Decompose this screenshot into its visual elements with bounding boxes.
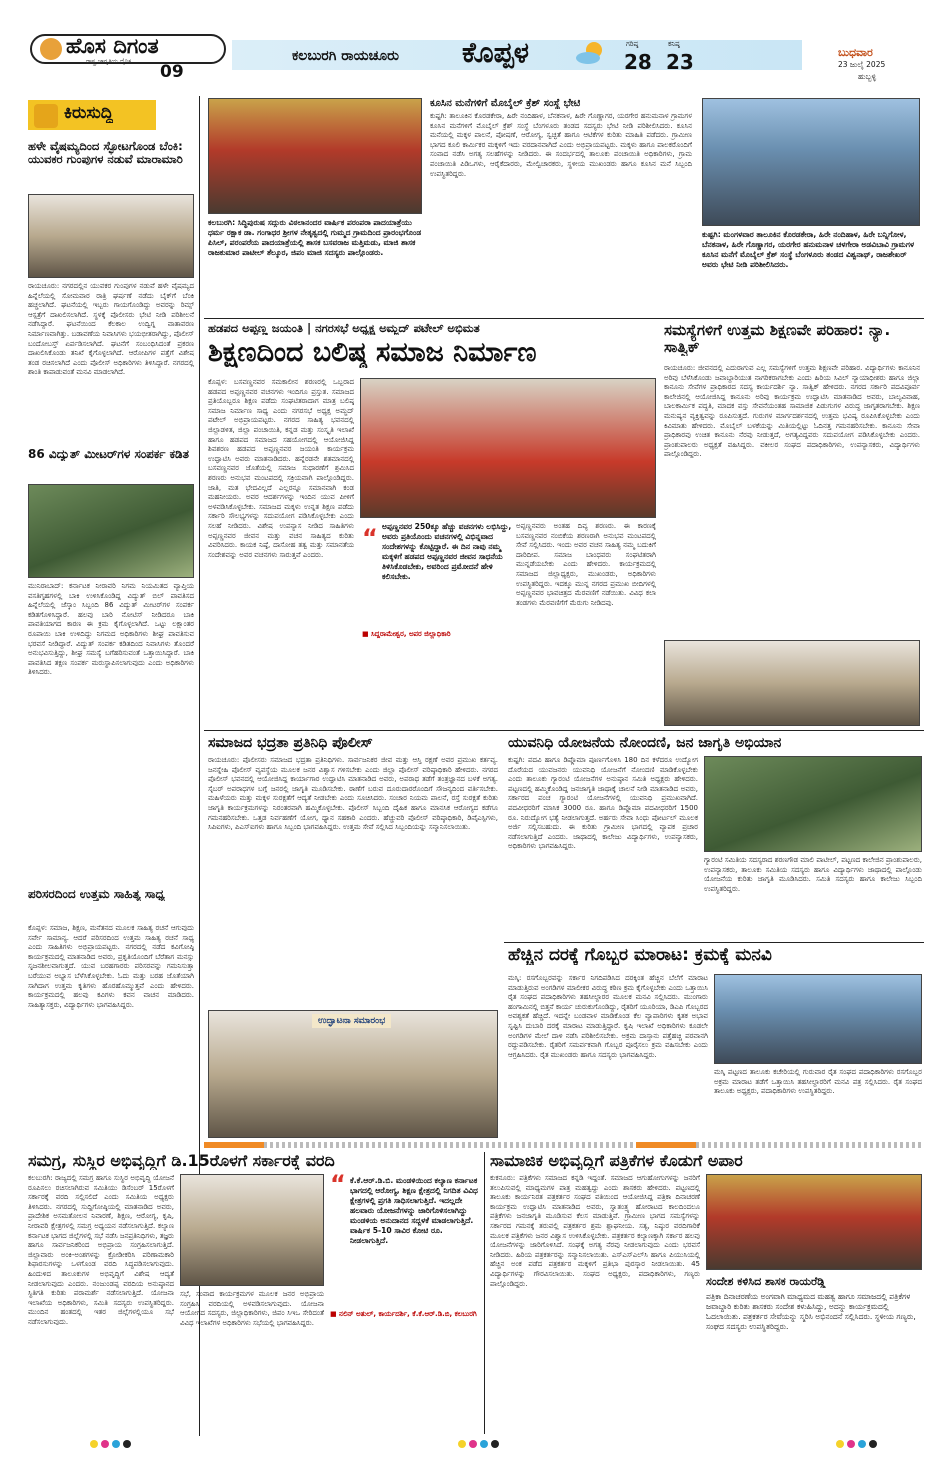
hand-icon — [34, 104, 58, 128]
yuvanidhi-headline: ಯುವನಿಧಿ ಯೋಜನೆಯ ನೋಂದಣಿ, ಜನ ಜಾಗೃತಿ ಅಭಿಯಾನ — [508, 736, 782, 751]
accent-bar-left — [204, 1142, 264, 1148]
gobbara-caption: ಮಸ್ಕಿ ಪಟ್ಟಣದ ತಾಲೂಕು ಕಚೇರಿಯಲ್ಲಿ ಗುರುವಾರ ರೈತ ಸಂಘದ ಪದಾಧಿಕಾರಿಗಳು ರಸಗೊಬ್ಬರ ಅಕ್ರಮ ಮಾರಾಟ ತಡೆಗೆ ಒತ್ತಾಯಿಸಿ ತಹಸೀಲ್ದಾರರಿಗೆ ಮನವಿ ಪತ್ರ ಸಲ್ಲಿಸಿದರು. ರೈತ ಸಂಘದ ತಾಲೂಕು ಅಧ್ಯಕ್ಷರು, ಪದಾಧಿಕಾರಿಗಳು ಉಪಸ್ಥಿತರಿದ್ದರು. — [714, 1068, 922, 1096]
quote-icon: “ — [330, 1170, 346, 1198]
kirusuddi-headline-2: 86 ವಿದ್ಯುತ್ ಮೀಟರ್‌ಗಳ ಸಂಪರ್ಕ ಕಡಿತ — [28, 448, 189, 461]
photo-yuvanidhi-rally — [704, 756, 922, 852]
photo-padayatra — [208, 98, 422, 214]
row-rule — [504, 942, 924, 943]
brand-tagline: ರಾಷ್ಟ್ರ ಜಾಗೃತಿಯ ದೈನಿಕ — [86, 58, 132, 65]
issue-place: ಹುಬ್ಬಳ್ಳಿ — [858, 72, 877, 81]
photo-power-line — [28, 484, 194, 578]
bottom-left-quote-byline: ■ ನಲಿನ್ ಅತುಲ್, ಕಾರ್ಯದರ್ಶಿ, ಕೆ.ಕೆ.ಆರ್.ಡಿ.ಬಿ, ಕಲಬುರಗಿ — [330, 1310, 477, 1318]
brand-name: ಹೊಸ ದಿಗಂತ — [66, 34, 159, 58]
max-temp-label: ಗರಿಷ್ಠ — [626, 40, 639, 48]
shikshana-headline: ಸಮಸ್ಯೆಗಳಿಗೆ ಉತ್ತಮ ಶಿಕ್ಷಣವೇ ಪರಿಹಾರ: ನ್ಯಾ. ಸಾತ್ವಿಕ್ — [664, 322, 891, 356]
kirusuddi-headline-1: ಹಳೇ ವೈಷಮ್ಯದಿಂದ ಸ್ಫೋಟಗೊಂಡ ಬೆಂಕಿ: ಯುವಕರ ಗುಂಪುಗಳ ನಡುವೆ ಮಾರಾಮಾರಿ — [28, 140, 183, 166]
lead-kicker: ಹಡಪದ ಅಪ್ಪಣ್ಣ ಜಯಂತಿ | ನಗರಸಭೆ ಅಧ್ಯಕ್ಷ ಅಮ್ಜದ್ ಪಟೇಲ್ ಅಭಿಮತ — [208, 322, 480, 335]
kirusuddi-text-3: ಕೊಪ್ಪಳ: ಸಮಾಜ, ಶಿಕ್ಷಣ, ಮನೆತನದ ಮೂಲಕ ಸಾಹಿತ್ಯ ರಚನೆ ಆಗುವುದು ಸರ್ವೇ ಸಾಮಾನ್ಯ. ಆದರೆ ಪರಿಸರದಿಂದ ಉತ್ತಮ ಸಾಹಿತ್ಯ ರಚನೆ ಸಾಧ್ಯ ಎಂದು ಸಾಹಿತಿಗಳು ಅಭಿಪ್ರಾಯಪಟ್ಟರು. ನಗರದಲ್ಲಿ ನಡೆದ ಕವಿಗೋಷ್ಠಿ ಕಾರ್ಯಕ್ರಮದಲ್ಲಿ ಮಾತನಾಡಿದ ಅವರು, ಪ್ರಕೃತಿಯೊಂದಿಗೆ ಬೆರೆತಾಗ ಮನಸ್ಸು ಸೃಜನಶೀಲವಾಗುತ್ತದೆ. ಯುವ ಬರಹಗಾರರು ಪರಿಸರವನ್ನು ಗಮನಿಸುತ್ತಾ ಬರೆಯುವ ಅಭ್ಯಾಸ ಬೆಳೆಸಿಕೊಳ್ಳಬೇಕು. ಓದು ಮತ್ತು ಬರಹ ಜೊತೆಯಾಗಿ ಸಾಗಿದಾಗ ಉತ್ತಮ ಕೃತಿಗಳು ಹೊರಹೊಮ್ಮುತ್ತವೆ ಎಂದು ಹೇಳಿದರು. ಕಾರ್ಯಕ್ರಮದಲ್ಲಿ ಹಲವು ಕವಿಗಳು ಕವನ ವಾಚನ ಮಾಡಿದರು. ಸಾಹಿತ್ಯಾಸಕ್ತರು, ವಿದ್ಯಾರ್ಥಿಗಳು ಭಾಗವಹಿಸಿದ್ದರು. — [28, 924, 194, 1009]
city-name: ಕೊಪ್ಪಳ — [462, 36, 529, 69]
kirusuddi-text-2: ಮುನಿರಾಬಾದ್: ಕರ್ನಾಟಕ ನೀರಾವರಿ ನಿಗಮ ನಿಯಮಿತದ ವ್ಯಾಪ್ತಿಯ ವಸತಿಗೃಹಗಳಲ್ಲಿ ಬಾಕಿ ಉಳಿಸಿಕೊಂಡಿದ್ದ ವಿದ್ಯುತ್ ಬಿಲ್ ಪಾವತಿಸದ ಹಿನ್ನೆಲೆಯಲ್ಲಿ ಜೆಸ್ಕಾಂ ಸಿಬ್ಬಂದಿ 86 ವಿದ್ಯುತ್ ಮೀಟರ್‌ಗಳ ಸಂಪರ್ಕ ಕಡಿತಗೊಳಿಸಿದ್ದಾರೆ. ಹಲವು ಬಾರಿ ನೋಟಿಸ್ ನೀಡಿದರೂ ಬಾಕಿ ಪಾವತಿಯಾಗದ ಕಾರಣ ಈ ಕ್ರಮ ಕೈಗೊಳ್ಳಲಾಗಿದೆ. ಒಟ್ಟು ಲಕ್ಷಾಂತರ ರೂಪಾಯಿ ಬಾಕಿ ಉಳಿದಿದ್ದು ನಿಗಮದ ಅಧಿಕಾರಿಗಳು ಶೀಘ್ರ ಪಾವತಿಸುವ ಭರವಸೆ ನೀಡಿದ್ದಾರೆ. ವಿದ್ಯುತ್ ಸಂಪರ್ಕ ಕಡಿತದಿಂದ ನಿವಾಸಿಗಳು ತೊಂದರೆ ಅನುಭವಿಸುತ್ತಿದ್ದು, ಶೀಘ್ರ ಸಮಸ್ಯೆ ಬಗೆಹರಿಸುವಂತೆ ಒತ್ತಾಯಿಸಿದ್ದಾರೆ. ಬಾಕಿ ಪಾವತಿಸಿದ ತಕ್ಷಣ ಸಂಪರ್ಕ ಮರುಸ್ಥಾಪಿಸಲಾಗುವುದು ಎಂದು ಅಧಿಕಾರಿಗಳು ತಿಳಿಸಿದರು. — [28, 582, 194, 677]
bottom-left-text: ಕಲಬುರಗಿ: ರಾಜ್ಯದಲ್ಲಿ ಸಮಗ್ರ ಹಾಗೂ ಸುಸ್ಥಿರ ಅಭಿವೃದ್ಧಿ ಯೋಜನೆ ರೂಪಿಸಲು ರಚಿಸಲಾಗಿರುವ ಸಮಿತಿಯು ಡಿಸೆಂಬರ್ 15ರೊಳಗೆ ಸರ್ಕಾರಕ್ಕೆ ವರದಿ ಸಲ್ಲಿಸಲಿದೆ ಎಂದು ಸಮಿತಿಯ ಅಧ್ಯಕ್ಷರು ತಿಳಿಸಿದರು. ನಗರದಲ್ಲಿ ಸುದ್ದಿಗೋಷ್ಠಿಯಲ್ಲಿ ಮಾತನಾಡಿದ ಅವರು, ಪ್ರಾದೇಶಿಕ ಅಸಮತೋಲನ ನಿವಾರಣೆ, ಶಿಕ್ಷಣ, ಆರೋಗ್ಯ, ಕೃಷಿ, ನೀರಾವರಿ ಕ್ಷೇತ್ರಗಳಲ್ಲಿ ಸಮಗ್ರ ಅಧ್ಯಯನ ನಡೆಸಲಾಗುತ್ತಿದೆ. ಕಲ್ಯಾಣ ಕರ್ನಾಟಕ ಭಾಗದ ಜಿಲ್ಲೆಗಳಲ್ಲಿ ಸಭೆ ನಡೆಸಿ ಜನಪ್ರತಿನಿಧಿಗಳು, ತಜ್ಞರು ಹಾಗೂ ಸಾರ್ವಜನಿಕರಿಂದ ಅಭಿಪ್ರಾಯ ಸಂಗ್ರಹಿಸಲಾಗುತ್ತಿದೆ. ಜಿಲ್ಲಾವಾರು ಅಂಕಿ-ಅಂಶಗಳನ್ನು ಕ್ರೋಡೀಕರಿಸಿ ಪರಿಣಾಮಕಾರಿ ಶಿಫಾರಸುಗಳನ್ನು ಒಳಗೊಂಡ ವರದಿ ಸಿದ್ಧಪಡಿಸಲಾಗುವುದು. ಹಿಂದುಳಿದ ತಾಲೂಕುಗಳ ಅಭಿವೃದ್ಧಿಗೆ ವಿಶೇಷ ಆದ್ಯತೆ ನೀಡಲಾಗುವುದು ಎಂದರು. ನಂಜುಂಡಪ್ಪ ವರದಿಯ ಅನುಷ್ಠಾನದ ಸ್ಥಿತಿಗತಿ ಕುರಿತು ಪರಾಮರ್ಶೆ ನಡೆಸಲಾಗುತ್ತಿದೆ. ಯೋಜನಾ ಇಲಾಖೆಯ ಅಧಿಕಾರಿಗಳು, ಸಮಿತಿ ಸದಸ್ಯರು ಉಪಸ್ಥಿತರಿದ್ದರು. ಮುಂದಿನ ಹಂತದಲ್ಲಿ ಇತರ ಜಿಲ್ಲೆಗಳಲ್ಲಿಯೂ ಸಭೆ ನಡೆಸಲಾಗುವುದು. — [28, 1174, 174, 1326]
padayatra-caption: ಕಲಬುರಗಿ: ಸಿದ್ಧಿಪುರುಷ ಸದ್ಗುರು ವಿಠಲಾನಂದರ ವಾರ್ಷಿಕ ಪರಂಪರಾ ಪಾದಯಾತ್ರೆಯು ಧರ್ಮ ರಕ್ಷಾಕ ಡಾ. ಗಂಗಾಧರ ಶ್ರೀಗಳ ನೇತೃತ್ವದಲ್ಲಿ ಗುಮ್ಮದ ಗ್ರಾಮದಿಂದ ಪ್ರಾರಂಭಗೊಂಡ ಪಿಸಿಲ್, ಪರಂಪರೆಯ ಪಾದಯಾತ್ರೆಯಲ್ಲಿ ಶಾಸಕ ಬಸವರಾಜ ಮತ್ತಿಮಡು, ಮಾಜಿ ಶಾಸಕ ರಾಜಕುಮಾರ ಪಾಟೀಲ್ ತೆಲ್ಕೂರ, ಜಿಪಂ ಮಾಜಿ ಸದಸ್ಯರು ಪಾಲ್ಗೊಂಡರು. — [208, 218, 422, 257]
photo-kusina-mane — [702, 98, 920, 226]
photo-legal-awareness — [664, 640, 920, 726]
kusina-mane-caption: ಕುಷ್ಟಗಿ: ಮಂಗಳವಾರ ತಾಲೂಕಿನ ಕೊರಡಕೇರಾ, ಹಿರೇ ನಂದಿಹಾಳ, ಹಿರೇ ಬನ್ನಿಗೋಳ, ಬೆನಕನಾಳ, ಹಿರೇ ಗೊಣ್ಣಾಗರ, ಯರಗೇರ ಹನುಮನಾಳ ಚಳಗೇರಾ ಅಡವಿಬಾವಿ ಗ್ರಾಮಗಳ ಕೂಸಿನ ಮನೆಗೆ ಮೊಬೈಲ್ ಕ್ರೆಶ್ ಸಂಸ್ಥೆ ಬೆಂಗಳೂರು ತಂಡದ ವಿಶ್ವನಾಥ್, ರಾಜಶೇಖರ್ ಅವರು ಭೇಟಿ ನೀಡಿ ಪರಿಶೀಲಿಸಿದರು. — [702, 230, 915, 269]
police-headline: ಸಮಾಜದ ಭದ್ರತಾ ಪ್ರತಿನಿಧಿ ಪೊಲೀಸ್ — [208, 736, 373, 751]
weather-icon — [574, 40, 608, 66]
issue-date: 23 ಜುಲೈ 2025 — [838, 60, 886, 69]
bottom-left-quote: ಕೆ.ಕೆ.ಆರ್.ಡಿ.ಬಿ. ಮಂಡಳಿಯಿಂದ ಕಲ್ಯಾಣ ಕರ್ನಾಟಕ ಭಾಗದಲ್ಲಿ ಆರೋಗ್ಯ, ಶಿಕ್ಷಣ ಕ್ಷೇತ್ರದಲ್ಲಿ ನಿಗದಿತ ವಿವಿಧ ಕ್ಷೇತ್ರಗಳಲ್ಲಿ ಪ್ರಗತಿ ಸಾಧಿಸಲಾಗುತ್ತಿದೆ. ಇದಲ್ಲದೇ ಹಲವಾರು ಯೋಜನೆಗಳನ್ನು ಜಾರಿಗೊಳಿಸಲಾಗಿದ್ದು ಮಂಡಳಿಯ ಅನುದಾನದ ಸದ್ಬಳಕೆ ಮಾಡಲಾಗುತ್ತಿದೆ. ವಾರ್ಷಿಕ 5-10 ಸಾವಿರ ಕೋಟಿ ರೂ. ನೀಡಲಾಗುತ್ತಿದೆ. — [350, 1176, 478, 1245]
lead-quote: ಅಪ್ಪಣ್ಣನವರ 250ಕ್ಕೂ ಹೆಚ್ಚು ವಚನಗಳು ಲಭಿಸಿದ್ದು, ಅವರು ಪ್ರತಿಯೊಂದು ವಚನಗಳಲ್ಲಿ ವಿಭಿನ್ನವಾದ ಸಂದೇಶಗಳನ್ನು ಕೊಟ್ಟಿದ್ದಾರೆ. ಈ ದಿನ ನಾವು ನಮ್ಮ ಮಕ್ಕಳಿಗೆ ಹಡಪದ ಅಪ್ಪಣ್ಣನವರ ಜೀವನ ಸಾಧನೆಯ ತಿಳಿಸಿಕೊಡಬೇಕು, ಅವರಿಂದ ಪ್ರಮೋದನೆ ಹೇಳಿ ಕಲಿಸಬೇಕು. — [382, 522, 512, 581]
yuvanidhi-text: ಕುಷ್ಟಗಿ: ಪದವಿ ಹಾಗೂ ಡಿಪ್ಲೊಮಾ ಪೂರ್ಣಗೊಳಿಸಿ 180 ದಿನ ಕಳೆದರೂ ಉದ್ಯೋಗ ದೊರೆಯದ ಯುವಜನರು ಯುವನಿಧಿ ಯೋಜನೆಗೆ ನೋಂದಣಿ ಮಾಡಿಕೊಳ್ಳಬೇಕು ಎಂದು ತಾಲೂಕು ಗ್ಯಾರಂಟಿ ಯೋಜನೆಗಳ ಅನುಷ್ಠಾನ ಸಮಿತಿ ಅಧ್ಯಕ್ಷರು ಹೇಳಿದರು. ಪಟ್ಟಣದಲ್ಲಿ ಹಮ್ಮಿಕೊಂಡಿದ್ದ ಜನಜಾಗೃತಿ ಜಾಥಾಕ್ಕೆ ಚಾಲನೆ ನೀಡಿ ಮಾತನಾಡಿದ ಅವರು, ಸರ್ಕಾರದ ಪಂಚ ಗ್ಯಾರಂಟಿ ಯೋಜನೆಗಳಲ್ಲಿ ಯುವನಿಧಿ ಪ್ರಮುಖವಾಗಿದೆ. ಪದವೀಧರರಿಗೆ ಮಾಸಿಕ 3000 ರೂ. ಹಾಗೂ ಡಿಪ್ಲೊಮಾ ಪದವೀಧರರಿಗೆ 1500 ರೂ. ನಿರುದ್ಯೋಗ ಭತ್ಯೆ ನೀಡಲಾಗುತ್ತದೆ. ಅರ್ಹರು ಸೇವಾ ಸಿಂಧು ಪೋರ್ಟಲ್ ಮೂಲಕ ಅರ್ಜಿ ಸಲ್ಲಿಸಬಹುದು. ಈ ಕುರಿತು ಗ್ರಾಮೀಣ ಭಾಗದಲ್ಲಿ ವ್ಯಾಪಕ ಪ್ರಚಾರ ನಡೆಸಲಾಗುತ್ತಿದೆ ಎಂದರು. ಜಾಥಾದಲ್ಲಿ ಕಾಲೇಜು ವಿದ್ಯಾರ್ಥಿಗಳು, ಉಪನ್ಯಾಸಕರು, ಅಧಿಕಾರಿಗಳು ಭಾಗವಹಿಸಿದ್ದರು. — [508, 756, 698, 851]
photo-appanna-jayanti — [360, 378, 656, 518]
min-temp-label: ಕನಿಷ್ಠ — [668, 40, 680, 48]
divider-bar — [204, 1142, 924, 1148]
gobbara-text: ಮಸ್ಕಿ: ರಸಗೊಬ್ಬರವನ್ನು ಸರ್ಕಾರ ನಿಗದಿಪಡಿಸಿದ ದರಕ್ಕಿಂತ ಹೆಚ್ಚಿನ ಬೆಲೆಗೆ ಮಾರಾಟ ಮಾಡುತ್ತಿರುವ ಅಂಗಡಿಗಳ ಮಾಲೀಕರ ವಿರುದ್ಧ ಕಠಿಣ ಕ್ರಮ ಕೈಗೊಳ್ಳಬೇಕು ಎಂದು ಒತ್ತಾಯಿಸಿ ರೈತ ಸಂಘದ ಪದಾಧಿಕಾರಿಗಳು ತಹಸೀಲ್ದಾರರ ಮೂಲಕ ಮನವಿ ಸಲ್ಲಿಸಿದರು. ಮುಂಗಾರು ಹಂಗಾಮಿನಲ್ಲಿ ಬಿತ್ತನೆ ಕಾರ್ಯ ಚುರುಕುಗೊಂಡಿದ್ದು, ರೈತರಿಗೆ ಯೂರಿಯಾ, ಡಿಎಪಿ ಗೊಬ್ಬರದ ಅವಶ್ಯಕತೆ ಹೆಚ್ಚಿದೆ. ಇದನ್ನೇ ಬಂಡವಾಳ ಮಾಡಿಕೊಂಡ ಕೆಲ ವ್ಯಾಪಾರಿಗಳು ಕೃತಕ ಅಭಾವ ಸೃಷ್ಟಿಸಿ ದುಬಾರಿ ದರಕ್ಕೆ ಮಾರಾಟ ಮಾಡುತ್ತಿದ್ದಾರೆ. ಕೃಷಿ ಇಲಾಖೆ ಅಧಿಕಾರಿಗಳು ಕೂಡಲೇ ಅಂಗಡಿಗಳ ಮೇಲೆ ದಾಳಿ ನಡೆಸಿ ಪರಿಶೀಲಿಸಬೇಕು. ಅಕ್ರಮ ದಾಸ್ತಾನು ಪತ್ತೆಹಚ್ಚಿ ಪರವಾನಗಿ ರದ್ದುಪಡಿಸಬೇಕು. ರೈತರಿಗೆ ಸಮರ್ಪಕವಾಗಿ ಗೊಬ್ಬರ ಪೂರೈಸಲು ಕ್ರಮ ವಹಿಸಬೇಕು ಎಂದು ಆಗ್ರಹಿಸಿದರು. ರೈತ ಮುಖಂಡರು ಹಾಗೂ ಸದಸ್ಯರು ಭಾಗವಹಿಸಿದ್ದರು. — [508, 974, 708, 1059]
kusina-mane-headline: ಕೂಸಿನ ಮನೆಗಳಿಗೆ ಮೊಬೈಲ್ ಕ್ರೆಶ್ ಸಂಸ್ಥೆ ಭೇಟಿ — [430, 98, 581, 109]
bottom-right-text: ಕುಕನೂರು: ಪತ್ರಿಕೆಗಳು ಸಮಾಜದ ಕನ್ನಡಿ ಇದ್ದಂತೆ. ಸಮಾಜದ ಆಗುಹೋಗುಗಳನ್ನು ಜನರಿಗೆ ತಲುಪಿಸುವಲ್ಲಿ ಮಾಧ್ಯಮಗಳ ಪಾತ್ರ ಮಹತ್ವದ್ದು ಎಂದು ಶಾಸಕರು ಹೇಳಿದರು. ಪಟ್ಟಣದಲ್ಲಿ ತಾಲೂಕು ಕಾರ್ಯನಿರತ ಪತ್ರಕರ್ತರ ಸಂಘದ ವತಿಯಿಂದ ಆಯೋಜಿಸಿದ್ದ ಪತ್ರಿಕಾ ದಿನಾಚರಣೆ ಕಾರ್ಯಕ್ರಮ ಉದ್ಘಾಟಿಸಿ ಮಾತನಾಡಿದ ಅವರು, ಸ್ವಾತಂತ್ರ್ಯ ಹೋರಾಟದ ಕಾಲದಿಂದಲೂ ಪತ್ರಿಕೆಗಳು ಜನಜಾಗೃತಿ ಮೂಡಿಸುವ ಕೆಲಸ ಮಾಡುತ್ತಿವೆ. ಗ್ರಾಮೀಣ ಭಾಗದ ಸಮಸ್ಯೆಗಳನ್ನು ಸರ್ಕಾರದ ಗಮನಕ್ಕೆ ತರುವಲ್ಲಿ ಪತ್ರಕರ್ತರ ಶ್ರಮ ಶ್ಲಾಘನೀಯ. ಸತ್ಯ, ನಿಷ್ಠುರ ವರದಿಗಾರಿಕೆ ಮೂಲಕ ಪತ್ರಿಕೆಗಳು ಜನರ ವಿಶ್ವಾಸ ಉಳಿಸಿಕೊಳ್ಳಬೇಕು. ಪತ್ರಕರ್ತರ ಕಲ್ಯಾಣಕ್ಕಾಗಿ ಸರ್ಕಾರ ಹಲವು ಯೋಜನೆಗಳನ್ನು ಜಾರಿಗೊಳಿಸಿದೆ. ಸಂಘಕ್ಕೆ ಅಗತ್ಯ ನೆರವು ನೀಡಲಾಗುವುದು ಎಂದು ಭರವಸೆ ನೀಡಿದರು. ಹಿರಿಯ ಪತ್ರಕರ್ತರನ್ನು ಸನ್ಮಾನಿಸಲಾಯಿತು. ಎಸ್ಎಸ್ಎಲ್‌ಸಿ ಹಾಗೂ ಪಿಯುಸಿಯಲ್ಲಿ ಹೆಚ್ಚಿನ ಅಂಕ ಪಡೆದ ಪತ್ರಕರ್ತರ ಮಕ್ಕಳಿಗೆ ಪ್ರತಿಭಾ ಪುರಸ್ಕಾರ ನೀಡಲಾಯಿತು. 45 ವಿದ್ಯಾರ್ಥಿಗಳನ್ನು ಗೌರವಿಸಲಾಯಿತು. ಸಂಘದ ಅಧ್ಯಕ್ಷರು, ಪದಾಧಿಕಾರಿಗಳು, ಗಣ್ಯರು ಪಾಲ್ಗೊಂಡಿದ್ದರು. — [490, 1174, 700, 1288]
kirusuddi-label: ಕಿರುಸುದ್ದಿ — [64, 104, 114, 123]
bottom-right-caption: ಪತ್ರಿಕಾ ದಿನಾಚರಣೆಯ ಅಂಗವಾಗಿ ಮಾಧ್ಯಮದ ಮಹತ್ವ ಹಾಗೂ ಸಮಾಜದಲ್ಲಿ ಪತ್ರಿಕೆಗಳ ಜವಾಬ್ದಾರಿ ಕುರಿತು ಶಾಸಕರು ಸಂದೇಶ ಕಳುಹಿಸಿದ್ದು, ಅದನ್ನು ಕಾರ್ಯಕ್ರಮದಲ್ಲಿ ಓದಲಾಯಿತು. ಪತ್ರಕರ್ತರ ಸೇವೆಯನ್ನು ಸ್ಮರಿಸಿ ಅಭಿನಂದನೆ ಸಲ್ಲಿಸಿದರು. ಸ್ಥಳೀಯ ಗಣ್ಯರು, ಸಂಘದ ಸದಸ್ಯರು ಉಪಸ್ಥಿತರಿದ್ದರು. — [706, 1292, 916, 1331]
masthead — [0, 0, 945, 84]
row-rule — [204, 730, 924, 731]
gobbara-headline: ಹೆಚ್ಚಿನ ದರಕ್ಕೆ ಗೊಬ್ಬರ ಮಾರಾಟ: ಕ್ರಮಕ್ಕೆ ಮನವಿ — [508, 946, 772, 965]
column-rule — [484, 1152, 485, 1434]
photo-burnt-bike — [28, 194, 194, 278]
lead-quote-byline: ■ ಸಿದ್ದರಾಮೇಶ್ವರ, ಅಪರ ಜಿಲ್ಲಾಧಿಕಾರಿ — [362, 630, 451, 638]
bottom-right-headline: ಸಾಮಾಜಿಕ ಅಭಿವೃದ್ಧಿಗೆ ಪತ್ರಿಕೆಗಳ ಕೊಡುಗೆ ಅಪಾರ — [490, 1152, 743, 1170]
registration-dots — [90, 1440, 131, 1448]
kirusuddi-text-1: ರಾಯಚೂರು: ನಗರದಲ್ಲಿನ ಯುವಕರ ಗುಂಪುಗಳ ನಡುವೆ ಹಳೇ ವೈಷಮ್ಯದ ಹಿನ್ನೆಲೆಯಲ್ಲಿ ಸೋಮವಾರ ರಾತ್ರಿ ಘರ್ಷಣೆ ನಡೆದು ಬೈಕ್‌ಗೆ ಬೆಂಕಿ ಹಚ್ಚಲಾಗಿದೆ. ಘಟನೆಯಲ್ಲಿ ಇಬ್ಬರು ಗಾಯಗೊಂಡಿದ್ದು ಅವರನ್ನು ರಿಮ್ಸ್ ಆಸ್ಪತ್ರೆಗೆ ದಾಖಲಿಸಲಾಗಿದೆ. ಸ್ಥಳಕ್ಕೆ ಪೊಲೀಸರು ಭೇಟಿ ನೀಡಿ ಪರಿಶೀಲನೆ ನಡೆಸಿದ್ದಾರೆ. ಘಟನೆಯಿಂದ ಕೆಲಕಾಲ ಉದ್ವಿಗ್ನ ವಾತಾವರಣ ನಿರ್ಮಾಣವಾಗಿತ್ತು. ಬಡಾವಣೆಯ ನಿವಾಸಿಗಳು ಭಯಭೀತರಾಗಿದ್ದು, ಪೊಲೀಸ್ ಬಂದೋಬಸ್ತ್ ಏರ್ಪಡಿಸಲಾಗಿದೆ. ಘಟನೆಗೆ ಸಂಬಂಧಿಸಿದಂತೆ ಪ್ರಕರಣ ದಾಖಲಿಸಿಕೊಂಡು ತನಿಖೆ ಕೈಗೊಳ್ಳಲಾಗಿದೆ. ಆರೋಪಿಗಳ ಪತ್ತೆಗೆ ವಿಶೇಷ ತಂಡ ರಚಿಸಲಾಗಿದೆ ಎಂದು ಪೊಲೀಸ್ ಅಧಿಕಾರಿಗಳು ತಿಳಿಸಿದ್ದಾರೆ. ನಗರದಲ್ಲಿ ಶಾಂತಿ ಕಾಪಾಡುವಂತೆ ಮನವಿ ಮಾಡಲಾಗಿದೆ. — [28, 282, 194, 377]
kusina-mane-text: ಕುಷ್ಟಗಿ: ತಾಲೂಕಿನ ಕೊರಡಕೇರಾ, ಹಿರೇ ನಂದಿಹಾಳ, ಬೆನಕನಾಳ, ಹಿರೇ ಗೊಣ್ಣಾಗರ, ಯರಗೇರ ಹನುಮನಾಳ ಗ್ರಾಮಗಳ ಕೂಸಿನ ಮನೆಗಳಿಗೆ ಮೊಬೈಲ್ ಕ್ರೆಶ್ ಸಂಸ್ಥೆ ಬೆಂಗಳೂರು ತಂಡದ ಸದಸ್ಯರು ಭೇಟಿ ನೀಡಿ ಪರಿಶೀಲಿಸಿದರು. ಕೂಸಿನ ಮನೆಯಲ್ಲಿ ಮಕ್ಕಳ ಪಾಲನೆ, ಪೋಷಣೆ, ಆರೋಗ್ಯ, ಸ್ವಚ್ಛತೆ ಹಾಗೂ ಆಟಿಕೆಗಳ ಕುರಿತು ಮಾಹಿತಿ ಪಡೆದರು. ಗ್ರಾಮೀಣ ಭಾಗದ ಕೂಲಿ ಕಾರ್ಮಿಕರ ಮಕ್ಕಳಿಗೆ ಇದು ವರದಾನವಾಗಿದೆ ಎಂದು ಅಭಿಪ್ರಾಯಪಟ್ಟರು. ಮಕ್ಕಳು ಹಾಗೂ ಪಾಲಕರೊಂದಿಗೆ ಸಂವಾದ ನಡೆಸಿ ಅಗತ್ಯ ಸಲಹೆಗಳನ್ನು ನೀಡಿದರು. ಈ ಸಂದರ್ಭದಲ್ಲಿ ತಾಲೂಕು ಪಂಚಾಯಿತಿ ಅಧಿಕಾರಿಗಳು, ಗ್ರಾಮ ಪಂಚಾಯಿತಿ ಪಿಡಿಒಗಳು, ಆರೈಕೆದಾರರು, ಮೇಲ್ವಿಚಾರಕರು, ಸ್ಥಳೀಯ ಮುಖಂಡರು ಹಾಗೂ ಕೂಸಿನ ಮನೆ ಸಿಬ್ಬಂದಿ ಉಪಸ್ಥಿತರಿದ್ದರು. — [430, 112, 692, 178]
quote-icon: “ — [362, 524, 378, 552]
max-temp: 28 — [624, 50, 652, 74]
police-text: ರಾಯಚೂರು: ಪೊಲೀಸರು ಸಮಾಜದ ಭದ್ರತಾ ಪ್ರತಿನಿಧಿಗಳು. ಸಾರ್ವಜನಿಕರ ಜೀವ ಮತ್ತು ಆಸ್ತಿ ರಕ್ಷಣೆ ಅವರ ಪ್ರಮುಖ ಕರ್ತವ್ಯ. ಜನಸ್ನೇಹಿ ಪೊಲೀಸ್ ವ್ಯವಸ್ಥೆಯ ಮೂಲಕ ಜನರ ವಿಶ್ವಾಸ ಗಳಿಸಬೇಕು ಎಂದು ಜಿಲ್ಲಾ ಪೊಲೀಸ್ ವರಿಷ್ಠಾಧಿಕಾರಿ ಹೇಳಿದರು. ನಗರದ ಪೊಲೀಸ್ ಭವನದಲ್ಲಿ ಆಯೋಜಿಸಿದ್ದ ಕಾರ್ಯಾಗಾರ ಉದ್ಘಾಟಿಸಿ ಮಾತನಾಡಿದ ಅವರು, ಅಪರಾಧ ತಡೆಗೆ ತಂತ್ರಜ್ಞಾನದ ಬಳಕೆ ಅಗತ್ಯ. ಸೈಬರ್ ಅಪರಾಧಗಳ ಬಗ್ಗೆ ಜನರಲ್ಲಿ ಜಾಗೃತಿ ಮೂಡಿಸಬೇಕು. ಠಾಣೆಗೆ ಬರುವ ದೂರುದಾರರೊಂದಿಗೆ ಸೌಜನ್ಯದಿಂದ ವರ್ತಿಸಬೇಕು. ಮಹಿಳೆಯರು ಮತ್ತು ಮಕ್ಕಳ ಸುರಕ್ಷತೆಗೆ ಆದ್ಯತೆ ನೀಡಬೇಕು ಎಂದು ಸೂಚಿಸಿದರು. ಸಂಚಾರ ನಿಯಮ ಪಾಲನೆ, ರಸ್ತೆ ಸುರಕ್ಷತೆ ಕುರಿತು ಜಾಗೃತಿ ಕಾರ್ಯಕ್ರಮಗಳನ್ನು ನಿರಂತರವಾಗಿ ಹಮ್ಮಿಕೊಳ್ಳಬೇಕು. ಪೊಲೀಸ್ ಸಿಬ್ಬಂದಿ ದೈಹಿಕ ಹಾಗೂ ಮಾನಸಿಕ ಆರೋಗ್ಯದ ಕಡೆಗೂ ಗಮನಹರಿಸಬೇಕು. ಒತ್ತಡ ನಿರ್ವಹಣೆಗೆ ಯೋಗ, ಧ್ಯಾನ ಸಹಕಾರಿ ಎಂದರು. ಹೆಚ್ಚುವರಿ ಪೊಲೀಸ್ ವರಿಷ್ಠಾಧಿಕಾರಿ, ಡಿವೈಎಸ್ಪಿಗಳು, ಸಿಪಿಐಗಳು, ಪಿಎಸ್ಐಗಳು ಹಾಗೂ ಸಿಬ್ಬಂದಿ ಭಾಗವಹಿಸಿದ್ದರು. ಉತ್ತಮ ಸೇವೆ ಸಲ್ಲಿಸಿದ ಸಿಬ್ಬಂದಿಯನ್ನು ಸನ್ಮಾನಿಸಲಾಯಿತು. — [208, 756, 498, 832]
lead-headline: ಶಿಕ್ಷಣದಿಂದ ಬಲಿಷ್ಠ ಸಮಾಜ ನಿರ್ಮಾಣ — [208, 338, 537, 368]
bottom-right-caption-headline: ಸಂದೇಶ ಕಳಿಸಿದ ಶಾಸಕ ರಾಯರೆಡ್ಡಿ — [706, 1276, 826, 1288]
photo-meeting — [180, 1174, 324, 1286]
bottom-left-headline: ಸಮಗ್ರ, ಸುಸ್ಥಿರ ಅಭಿವೃದ್ಧಿಗೆ ಡಿ.15ರೊಳಗೆ ಸರ್ಕಾರಕ್ಕೆ ವರದಿ — [28, 1152, 335, 1170]
kirusuddi-headline-3: ಪರಿಸರದಿಂದ ಉತ್ತಮ ಸಾಹಿತ್ಯ ಸಾಧ್ಯ — [28, 888, 165, 901]
accent-bar-right — [636, 1142, 696, 1148]
min-temp: 23 — [666, 50, 694, 74]
region-name: ಕಲಬುರಗಿ ರಾಯಚೂರು — [292, 48, 399, 64]
registration-dots — [458, 1440, 499, 1448]
photo-gobbara-memo — [714, 974, 922, 1064]
brand-logo-icon — [40, 38, 62, 60]
event-banner: ಉದ್ಘಾಟನಾ ಸಮಾರಂಭ — [312, 1014, 391, 1028]
shikshana-text: ರಾಯಚೂರು: ಜೀವನದಲ್ಲಿ ಎದುರಾಗುವ ಎಲ್ಲ ಸಮಸ್ಯೆಗಳಿಗೆ ಉತ್ತಮ ಶಿಕ್ಷಣವೇ ಪರಿಹಾರ. ವಿದ್ಯಾರ್ಥಿಗಳು ಕಾನೂನಿನ ಅರಿವು ಬೆಳೆಸಿಕೊಂಡು ಜವಾಬ್ದಾರಿಯುತ ನಾಗರಿಕರಾಗಬೇಕು ಎಂದು ಹಿರಿಯ ಸಿವಿಲ್ ನ್ಯಾಯಾಧೀಶರು ಹಾಗೂ ಜಿಲ್ಲಾ ಕಾನೂನು ಸೇವೆಗಳ ಪ್ರಾಧಿಕಾರದ ಸದಸ್ಯ ಕಾರ್ಯದರ್ಶಿ ನ್ಯಾ. ಸಾತ್ವಿಕ್ ಹೇಳಿದರು. ನಗರದ ಸರ್ಕಾರಿ ಪದವಿಪೂರ್ವ ಕಾಲೇಜಿನಲ್ಲಿ ಆಯೋಜಿಸಿದ್ದ ಕಾನೂನು ಅರಿವು ಕಾರ್ಯಕ್ರಮ ಉದ್ಘಾಟಿಸಿ ಮಾತನಾಡಿದ ಅವರು, ಬಾಲ್ಯವಿವಾಹ, ಬಾಲಕಾರ್ಮಿಕ ಪದ್ಧತಿ, ಮಾದಕ ವಸ್ತು ಸೇವನೆಯಂತಹ ಸಾಮಾಜಿಕ ಪಿಡುಗುಗಳ ವಿರುದ್ಧ ಜಾಗೃತರಾಗಬೇಕು. ಶಿಕ್ಷಣ ಮನುಷ್ಯನ ವ್ಯಕ್ತಿತ್ವವನ್ನು ರೂಪಿಸುತ್ತದೆ. ಗುರುಗಳ ಮಾರ್ಗದರ್ಶನದಲ್ಲಿ ಉತ್ತಮ ಭವಿಷ್ಯ ರೂಪಿಸಿಕೊಳ್ಳಬೇಕು ಎಂದು ಕಿವಿಮಾತು ಹೇಳಿದರು. ಮೊಬೈಲ್ ಬಳಕೆಯನ್ನು ಮಿತಿಯಲ್ಲಿಟ್ಟು ಓದಿನತ್ತ ಗಮನಹರಿಸಬೇಕು. ಕಾನೂನು ಸೇವಾ ಪ್ರಾಧಿಕಾರವು ಉಚಿತ ಕಾನೂನು ನೆರವು ನೀಡುತ್ತದೆ, ಅಗತ್ಯವಿದ್ದವರು ಸದುಪಯೋಗ ಪಡಿಸಿಕೊಳ್ಳಬೇಕು ಎಂದರು. ಪ್ರಾಂಶುಪಾಲರು ಅಧ್ಯಕ್ಷತೆ ವಹಿಸಿದ್ದರು. ವಕೀಲರ ಸಂಘದ ಪದಾಧಿಕಾರಿಗಳು, ಉಪನ್ಯಾಸಕರು, ವಿದ್ಯಾರ್ಥಿಗಳು ಪಾಲ್ಗೊಂಡಿದ್ದರು. — [664, 364, 920, 459]
issue-day: ಬುಧವಾರ — [838, 46, 873, 59]
yuvanidhi-caption: ಗ್ಯಾರಂಟಿ ಸಮಿತಿಯ ಸದಸ್ಯರಾದ ಶರಣಗೌಡ ಮಾಲಿ ಪಾಟೀಲ್, ಪಟ್ಟಣದ ಕಾಲೇಜಿನ ಪ್ರಾಂಶುಪಾಲರು, ಉಪನ್ಯಾಸಕರು, ತಾಲೂಕು ಸಮಿತಿಯ ಸದಸ್ಯರು ಹಾಗೂ ವಿದ್ಯಾರ್ಥಿಗಳು ಜಾಥಾದಲ್ಲಿ ಪಾಲ್ಗೊಂಡು ಯೋಜನೆಯ ಕುರಿತು ಜಾಗೃತಿ ಮೂಡಿಸಿದರು. ಸಮಿತಿ ಸದಸ್ಯರು ಹಾಗೂ ಕಾಲೇಜು ಸಿಬ್ಬಂದಿ ಉಪಸ್ಥಿತರಿದ್ದರು. — [704, 856, 922, 893]
row-rule — [204, 318, 924, 319]
photo-police-event — [208, 1010, 498, 1138]
page-number: 09 — [160, 62, 184, 82]
photo-press-day — [706, 1174, 922, 1270]
registration-dots — [836, 1440, 877, 1448]
lead-text-col2: ಅಪ್ಪಣ್ಣನವರು ಅಂತಹ ದಿವ್ಯ ಶರಣರು. ಈ ಕಾರಣಕ್ಕೆ ಬಸವಣ್ಣನವರ ನಂಬಿಕೆಯ ಶರಣರಾಗಿ ಅನುಭವ ಮಂಟಪದಲ್ಲಿ ಸೇವೆ ಸಲ್ಲಿಸಿದರು. ಇಂದು ಅವರ ವಚನ ಸಾಹಿತ್ಯ ನಮ್ಮ ಬದುಕಿಗೆ ದಾರಿದೀಪ. ಸಮಾಜ ಬಾಂಧವರು ಸಂಘಟಿತರಾಗಿ ಮುನ್ನಡೆಯಬೇಕು ಎಂದು ಹೇಳಿದರು. ಕಾರ್ಯಕ್ರಮದಲ್ಲಿ ಸಮಾಜದ ಜಿಲ್ಲಾಧ್ಯಕ್ಷರು, ಮುಖಂಡರು, ಅಧಿಕಾರಿಗಳು ಉಪಸ್ಥಿತರಿದ್ದರು. ಇದಕ್ಕೂ ಮುನ್ನ ನಗರದ ಪ್ರಮುಖ ಬೀದಿಗಳಲ್ಲಿ ಅಪ್ಪಣ್ಣನವರ ಭಾವಚಿತ್ರದ ಮೆರವಣಿಗೆ ನಡೆಯಿತು. ವಿವಿಧ ಕಲಾ ತಂಡಗಳು ಮೆರವಣಿಗೆಗೆ ಮೆರುಗು ನೀಡಿದವು. — [516, 522, 656, 607]
bottom-left-text-2: ಸಭೆ, ಸಂವಾದ ಕಾರ್ಯಕ್ರಮಗಳ ಮೂಲಕ ಜನರ ಅಭಿಪ್ರಾಯ ಸಂಗ್ರಹಿಸಿ ವರದಿಯಲ್ಲಿ ಅಳವಡಿಸಲಾಗುವುದು. ಯೋಜನಾ ಆಯೋಗದ ಸದಸ್ಯರು, ಜಿಲ್ಲಾಧಿಕಾರಿಗಳು, ಜಿಪಂ ಸಿಇಒ ಸೇರಿದಂತೆ ವಿವಿಧ ಇಲಾಖೆಗಳ ಅಧಿಕಾರಿಗಳು ಸಭೆಯಲ್ಲಿ ಭಾಗವಹಿಸಿದ್ದರು. — [180, 1290, 324, 1327]
lead-text-col1: ಕೊಪ್ಪಳ: ಬಸವಣ್ಣನವರ ಸಮಕಾಲೀನ ಶರಣರಲ್ಲಿ ಒಬ್ಬರಾದ ಹಡಪದ ಅಪ್ಪಣ್ಣನವರ ವಚನಗಳು ಇಂದಿಗೂ ಪ್ರಸ್ತುತ. ಸಮಾಜದ ಪ್ರತಿಯೊಬ್ಬರೂ ಶಿಕ್ಷಣ ಪಡೆದು ಸಂಘಟಿತರಾದಾಗ ಮಾತ್ರ ಬಲಿಷ್ಠ ಸಮಾಜ ನಿರ್ಮಾಣ ಸಾಧ್ಯ ಎಂದು ನಗರಸಭೆ ಅಧ್ಯಕ್ಷ ಅಮ್ಜದ್ ಪಟೇಲ್ ಅಭಿಪ್ರಾಯಪಟ್ಟರು. ನಗರದ ಸಾಹಿತ್ಯ ಭವನದಲ್ಲಿ ಜಿಲ್ಲಾಡಳಿತ, ಜಿಲ್ಲಾ ಪಂಚಾಯಿತಿ, ಕನ್ನಡ ಮತ್ತು ಸಂಸ್ಕೃತಿ ಇಲಾಖೆ ಹಾಗೂ ಹಡಪದ ಸಮಾಜದ ಸಹಯೋಗದಲ್ಲಿ ಆಯೋಜಿಸಿದ್ದ ಶಿವಶರಣ ಹಡಪದ ಅಪ್ಪಣ್ಣನವರ ಜಯಂತಿ ಕಾರ್ಯಕ್ರಮ ಉದ್ಘಾಟಿಸಿ ಅವರು ಮಾತನಾಡಿದರು. ಹನ್ನೆರಡನೇ ಶತಮಾನದಲ್ಲಿ ಬಸವಣ್ಣನವರ ಜೊತೆಯಲ್ಲಿ ಸಮಾಜ ಸುಧಾರಣೆಗೆ ಶ್ರಮಿಸಿದ ಶರಣರು ಅನುಭವ ಮಂಟಪದಲ್ಲಿ ಸಕ್ರಿಯವಾಗಿ ಪಾಲ್ಗೊಂಡಿದ್ದರು. ಜಾತಿ, ಮತ ಭೇದವಿಲ್ಲದೆ ಎಲ್ಲರನ್ನೂ ಸಮಾನವಾಗಿ ಕಂಡ ಮಹನೀಯರು. ಅವರ ಆದರ್ಶಗಳನ್ನು ಇಂದಿನ ಯುವ ಪೀಳಿಗೆ ಅಳವಡಿಸಿಕೊಳ್ಳಬೇಕು. ಸಮಾಜದ ಮಕ್ಕಳು ಉನ್ನತ ಶಿಕ್ಷಣ ಪಡೆದು ಸರ್ಕಾರಿ ಸೌಲಭ್ಯಗಳನ್ನು ಸದುಪಯೋಗ ಪಡಿಸಿಕೊಳ್ಳಬೇಕು ಎಂದು ಸಲಹೆ ನೀಡಿದರು. ವಿಶೇಷ ಉಪನ್ಯಾಸ ನೀಡಿದ ಸಾಹಿತಿಗಳು ಅಪ್ಪಣ್ಣನವರ ಜೀವನ ಮತ್ತು ವಚನ ಸಾಹಿತ್ಯದ ಕುರಿತು ವಿವರಿಸಿದರು. ಕಾಯಕ ನಿಷ್ಠೆ, ದಾಸೋಹ ತತ್ವ ಮತ್ತು ಸಮಾನತೆಯ ಸಂದೇಶವನ್ನು ಅವರ ವಚನಗಳು ಸಾರುತ್ತವೆ ಎಂದರು. — [208, 378, 354, 559]
